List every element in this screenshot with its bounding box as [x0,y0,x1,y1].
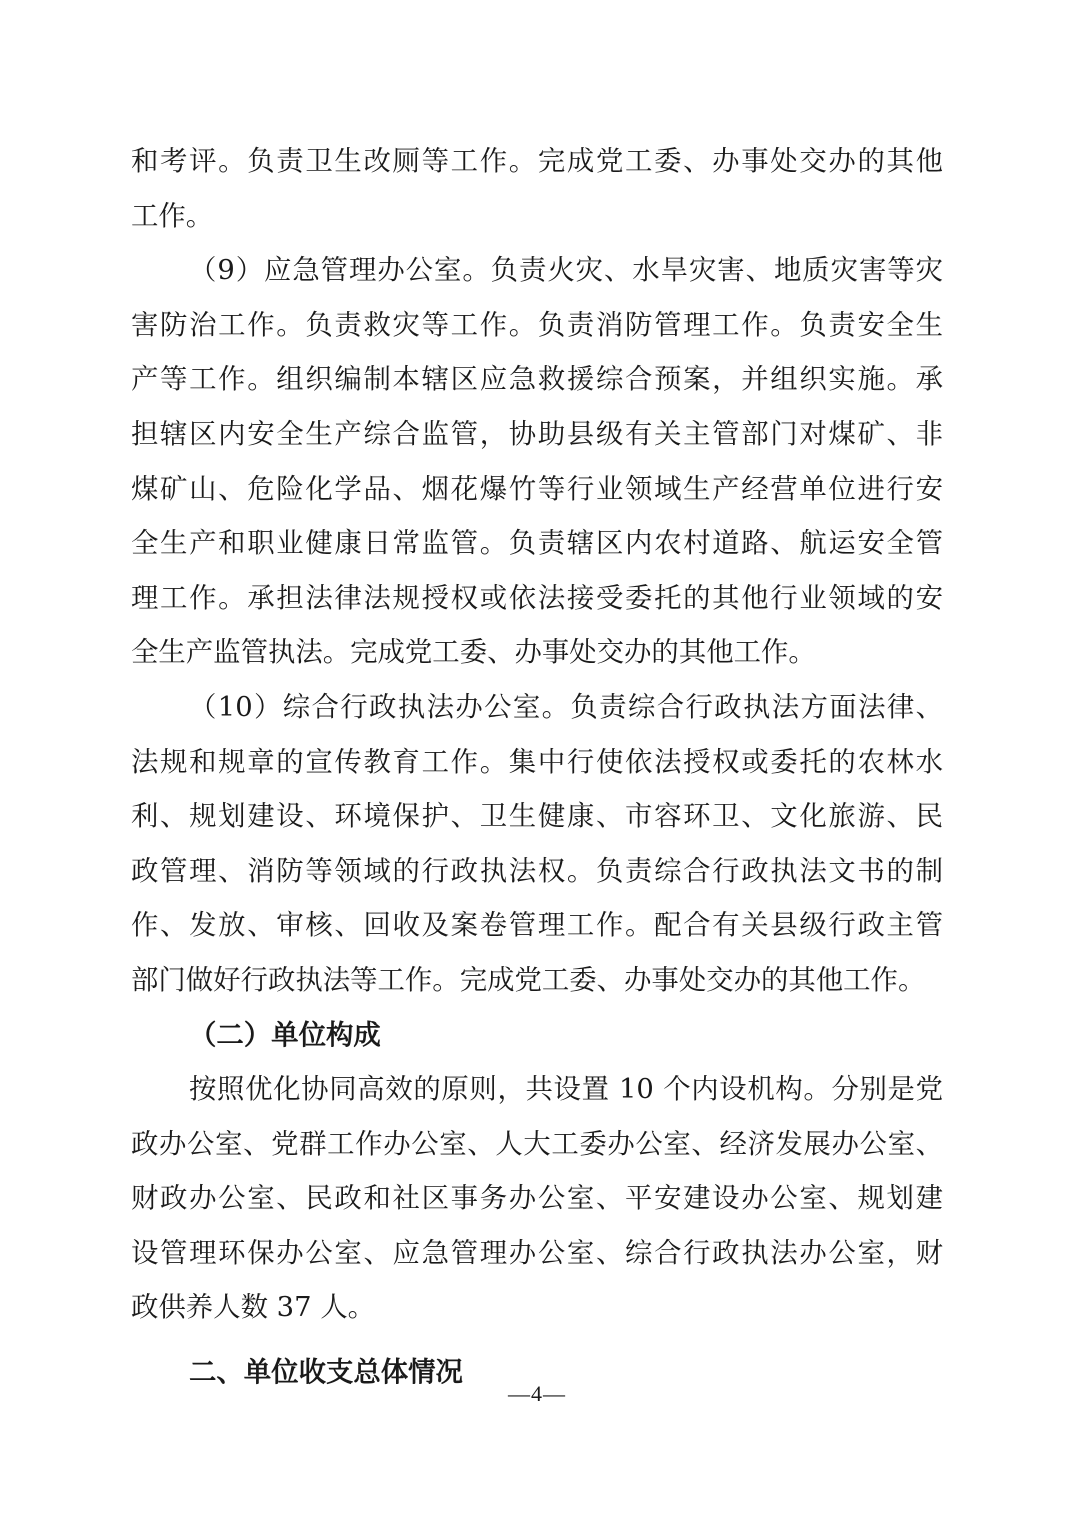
text-line: 煤矿山、危险化学品、烟花爆竹等行业领域生产经营单位进行安 [131,473,943,505]
section-subheading: （二）单位构成 [189,1019,381,1051]
page-number: —4— [508,1381,566,1406]
text-line: 全生产和职业健康日常监管。负责辖区内农村道路、航运安全管 [131,528,943,560]
text-line: 法规和规章的宣传教育工作。集中行使依法授权或委托的农林水 [131,746,943,778]
text-line: 和考评。负责卫生改厕等工作。完成党工委、办事处交办的其他 [131,146,943,177]
section-heading: 二、单位收支总体情况 [189,1357,463,1389]
text-line: 政办公室、党群工作办公室、人大工委办公室、经济发展办公室、 [131,1128,943,1160]
text-line: 工作。 [131,200,214,232]
text-line: 部门做好行政执法等工作。完成党工委、办事处交办的其他工作。 [131,964,926,996]
text-line: 设管理环保办公室、应急管理办公室、综合行政执法办公室，财 [131,1237,943,1269]
text-line: 政管理、消防等领域的行政执法权。负责综合行政执法文书的制 [131,855,943,887]
text-line: 利、规划建设、环境保护、卫生健康、市容环卫、文化旅游、民 [131,801,943,833]
text-line: 政供养人数 37 人。 [131,1292,376,1324]
text-line: 财政办公室、民政和社区事务办公室、平安建设办公室、规划建 [131,1183,943,1215]
text-line: 作、发放、审核、回收及案卷管理工作。配合有关县级行政主管 [131,910,943,942]
document-body [131,135,943,1401]
text-line: 按照优化协同高效的原则，共设置 10 个内设机构。分别是党 [189,1074,943,1106]
text-line: 产等工作。组织编制本辖区应急救援综合预案，并组织实施。承 [131,364,943,396]
text-line: 理工作。承担法律法规授权或依法接受委托的其他行业领域的安 [131,582,943,614]
paragraph-heading-line: （10）综合行政执法办公室。负责综合行政执法方面法律、 [189,691,943,723]
text-line: 害防治工作。负责救灾等工作。负责消防管理工作。负责安全生 [131,309,943,341]
text-line: 担辖区内安全生产综合监管，协助县级有关主管部门对煤矿、非 [131,418,943,450]
text-line: 全生产监管执法。完成党工委、办事处交办的其他工作。 [131,637,816,669]
paragraph-heading-line: （9）应急管理办公室。负责火灾、水旱灾害、地质灾害等灾 [189,255,943,287]
